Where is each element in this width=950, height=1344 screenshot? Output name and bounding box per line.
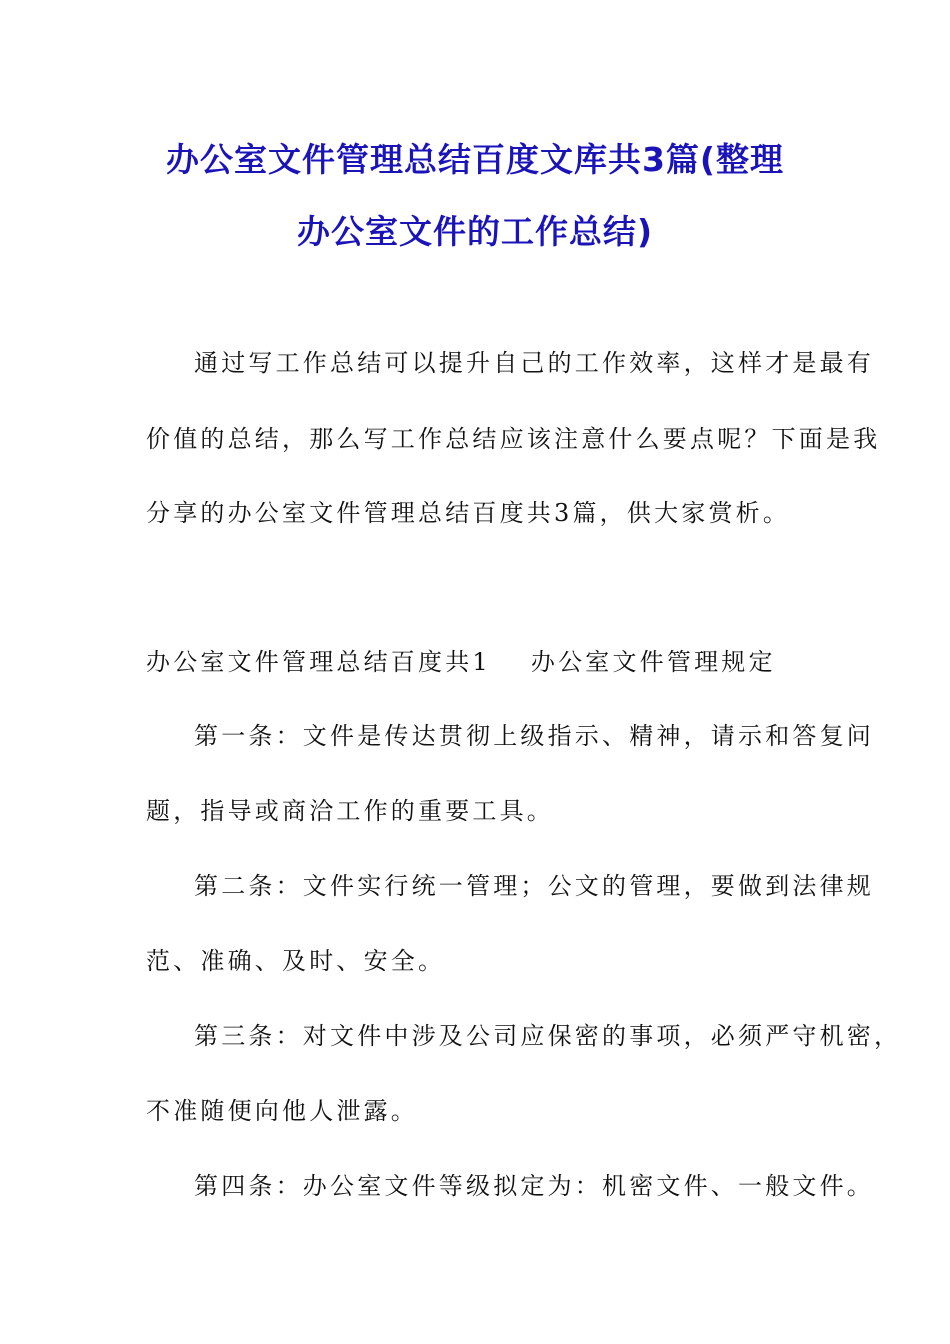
article-1-line-1: 第一条：文件是传达贯彻上级指示、精神，请示和答复问 — [194, 722, 874, 750]
section-heading-title: 办公室文件管理总结百度共1 — [146, 648, 491, 676]
document-title-line-2: 办公室文件的工作总结) — [296, 212, 654, 251]
article-1-line-2: 题，指导或商洽工作的重要工具。 — [146, 797, 554, 825]
intro-paragraph-line-3: 分享的办公室文件管理总结百度共3篇，供大家赏析。 — [146, 499, 791, 527]
article-4-line-1: 第四条：办公室文件等级拟定为：机密文件、一般文件。 — [194, 1172, 874, 1200]
article-2-line-2: 范、准确、及时、安全。 — [146, 947, 446, 975]
document-title-line-1: 办公室文件管理总结百度文库共3篇(整理 — [165, 140, 785, 179]
article-3-line-2: 不准随便向他人泄露。 — [146, 1097, 418, 1125]
article-2-line-1: 第二条：文件实行统一管理；公文的管理，要做到法律规 — [194, 872, 874, 900]
intro-paragraph-line-1: 通过写工作总结可以提升自己的工作效率，这样才是最有 — [194, 349, 874, 377]
intro-paragraph-line-2: 价值的总结，那么写工作总结应该注意什么要点呢？下面是我 — [146, 425, 881, 453]
section-heading — [146, 642, 776, 677]
article-3-line-1: 第三条：对文件中涉及公司应保密的事项，必须严守机密， — [194, 1022, 902, 1050]
section-subheading: 办公室文件管理规定 — [530, 648, 776, 676]
